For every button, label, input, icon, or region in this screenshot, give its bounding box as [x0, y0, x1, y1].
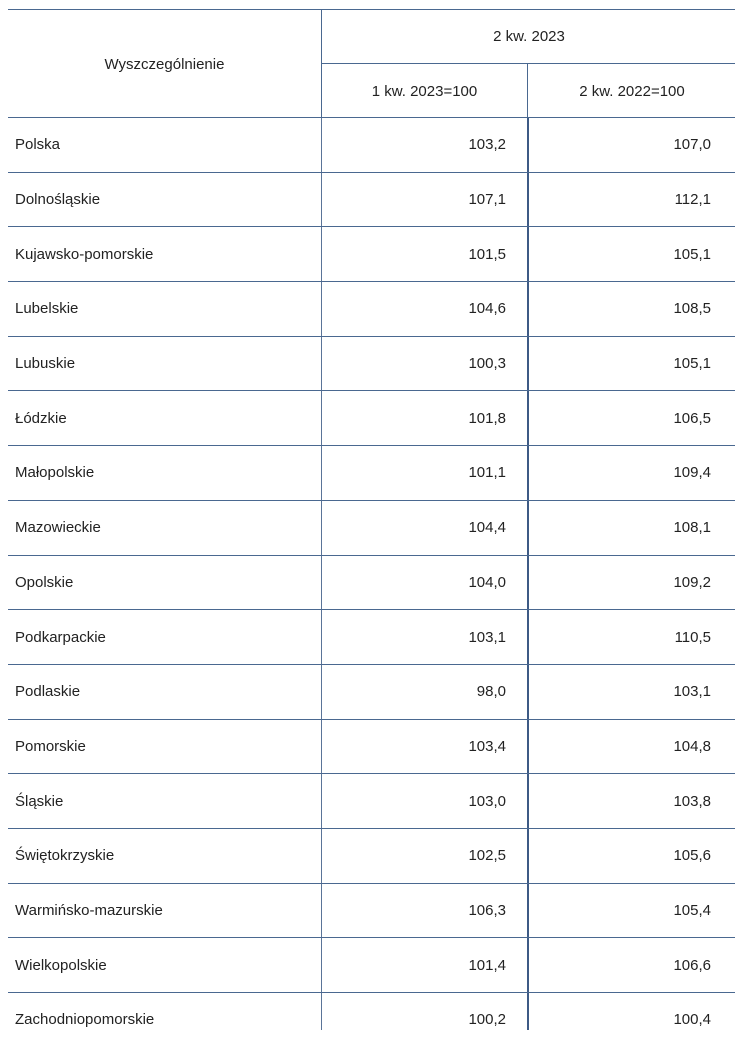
value-prev-year: 105,6: [527, 829, 735, 883]
row-name: Świętokrzyskie: [15, 847, 115, 865]
value-prev-year: 100,4: [527, 993, 735, 1030]
table-row: [8, 281, 735, 336]
value-prev-quarter: 98,0: [321, 665, 527, 719]
value-prev-quarter: 103,4: [321, 720, 527, 774]
row-name: Warmińsko-mazurskie: [15, 901, 163, 919]
value-prev-quarter: 104,0: [321, 556, 527, 610]
table-row: [8, 937, 735, 992]
row-name: Pomorskie: [15, 737, 86, 755]
value-prev-year: 105,1: [527, 227, 735, 281]
row-name: Podkarpackie: [15, 628, 106, 646]
value-prev-quarter: 104,6: [321, 282, 527, 336]
table-row: [8, 719, 735, 774]
table-row: [8, 226, 735, 281]
header-col-prev-year: 2 kw. 2022=100: [527, 64, 735, 118]
row-name: Dolnośląskie: [15, 191, 101, 209]
table-header: [8, 9, 735, 118]
value-prev-quarter: 101,4: [321, 938, 527, 992]
row-name: Lubelskie: [15, 300, 79, 318]
value-prev-year: 105,1: [527, 337, 735, 391]
value-prev-quarter: 104,4: [321, 501, 527, 555]
row-name: Zachodniopomorskie: [15, 1011, 155, 1029]
value-prev-year: 106,5: [527, 391, 735, 445]
header-period-group: 2 kw. 2023: [321, 10, 735, 64]
value-prev-year: 105,4: [527, 884, 735, 938]
value-prev-quarter: 100,3: [321, 337, 527, 391]
value-prev-year: 104,8: [527, 720, 735, 774]
row-name: Śląskie: [15, 792, 64, 810]
value-prev-year: 108,1: [527, 501, 735, 555]
value-prev-quarter: 106,3: [321, 884, 527, 938]
table-row: [8, 555, 735, 610]
value-prev-quarter: 101,8: [321, 391, 527, 445]
value-prev-year: 109,4: [527, 446, 735, 500]
header-col-prev-quarter: 1 kw. 2023=100: [321, 64, 527, 118]
table-row: [8, 664, 735, 719]
value-prev-year: 103,8: [527, 774, 735, 828]
value-prev-quarter: 107,1: [321, 173, 527, 227]
row-name: Mazowieckie: [15, 519, 101, 537]
value-prev-year: 108,5: [527, 282, 735, 336]
value-prev-quarter: 101,5: [321, 227, 527, 281]
value-prev-year: 110,5: [527, 610, 735, 664]
table-row: [8, 172, 735, 227]
table-row: [8, 336, 735, 391]
value-prev-year: 103,1: [527, 665, 735, 719]
value-prev-quarter: 103,1: [321, 610, 527, 664]
row-name: Podlaskie: [15, 683, 81, 701]
data-table: [8, 9, 735, 1030]
table-row: [8, 609, 735, 664]
row-name: Kujawsko-pomorskie: [15, 245, 154, 263]
value-prev-quarter: 101,1: [321, 446, 527, 500]
value-prev-quarter: 103,0: [321, 774, 527, 828]
value-prev-quarter: 103,2: [321, 118, 527, 172]
table-row: [8, 773, 735, 828]
value-prev-quarter: 100,2: [321, 993, 527, 1030]
value-prev-quarter: 102,5: [321, 829, 527, 883]
value-prev-year: 109,2: [527, 556, 735, 610]
table-row: [8, 828, 735, 883]
table-row: [8, 883, 735, 938]
header-specification: Wyszczególnienie: [104, 55, 225, 73]
table-row: [8, 445, 735, 500]
value-prev-year: 106,6: [527, 938, 735, 992]
value-prev-year: 107,0: [527, 118, 735, 172]
row-name: Małopolskie: [15, 464, 95, 482]
table-row: [8, 500, 735, 555]
row-name: Łódzkie: [15, 409, 67, 427]
table-body: [8, 117, 735, 1030]
row-name: Polska: [15, 136, 61, 154]
table-row: [8, 992, 735, 1030]
row-name: Opolskie: [15, 573, 74, 591]
value-prev-year: 112,1: [527, 173, 735, 227]
row-name: Lubuskie: [15, 355, 76, 373]
table-row: [8, 117, 735, 172]
row-name: Wielkopolskie: [15, 956, 107, 974]
table-row: [8, 390, 735, 445]
